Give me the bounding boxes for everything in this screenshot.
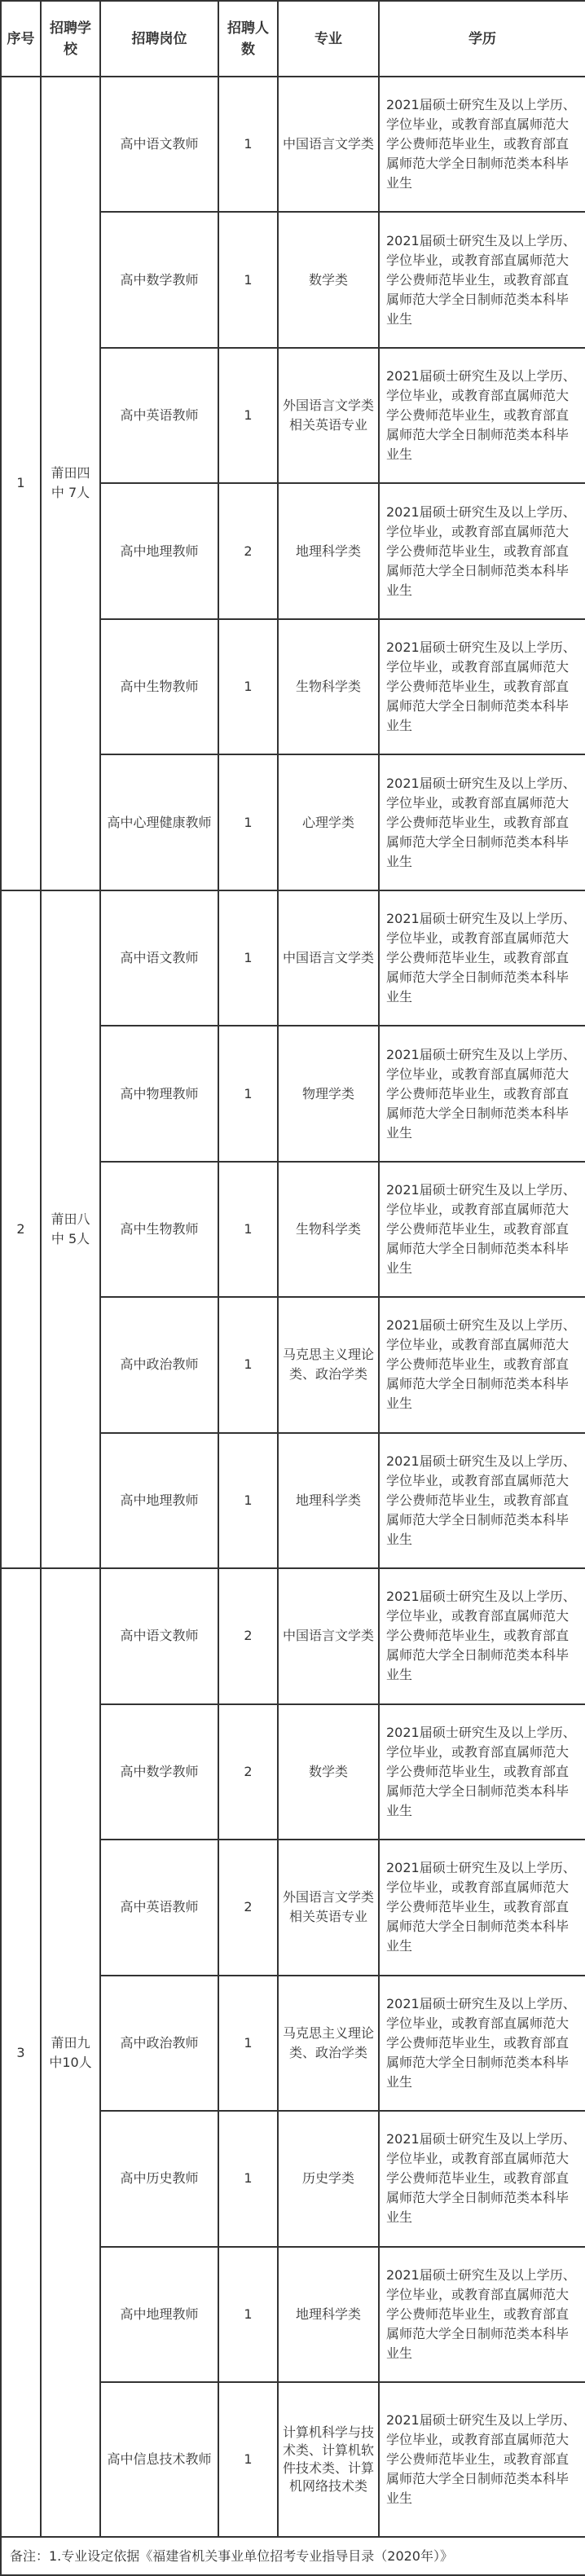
major-cell: 地理科学类	[278, 1433, 379, 1568]
position-cell: 高中生物教师	[100, 1162, 218, 1297]
note: 备注：1.专业设定依据《福建省机关事业单位招考专业指导目录（2020年）》	[1, 2537, 585, 2575]
header-major: 专业	[278, 1, 379, 77]
education-cell: 2021届硕士研究生及以上学历、学位毕业，或教育部直属师范大学公费师范毕业生，或教育部直属师范大学全日制师范类本科毕业生	[379, 348, 585, 483]
position-cell: 高中地理教师	[100, 2247, 218, 2382]
major-cell: 中国语言文学类	[278, 890, 379, 1026]
header-education: 学历	[379, 1, 585, 77]
education-cell: 2021届硕士研究生及以上学历、学位毕业，或教育部直属师范大学公费师范毕业生，或教育部直属师范大学全日制师范类本科毕业生	[379, 1297, 585, 1432]
education-cell: 2021届硕士研究生及以上学历、学位毕业，或教育部直属师范大学公费师范毕业生，或教育部直属师范大学全日制师范类本科毕业生	[379, 1840, 585, 1975]
table-row	[1, 77, 585, 212]
major-cell: 数学类	[278, 212, 379, 347]
education-cell: 2021届硕士研究生及以上学历、学位毕业，或教育部直属师范大学公费师范毕业生，或教育部直属师范大学全日制师范类本科毕业生	[379, 890, 585, 1026]
header-position: 招聘岗位	[100, 1, 218, 77]
education-cell: 2021届硕士研究生及以上学历、学位毕业，或教育部直属师范大学公费师范毕业生，或教育部直属师范大学全日制师范类本科毕业生	[379, 2382, 585, 2537]
group-no: 1	[1, 77, 41, 890]
major-cell: 计算机科学与技术类、计算机软件技术类、计算机网络技术类	[278, 2382, 379, 2537]
header-row	[1, 1, 585, 77]
education-cell: 2021届硕士研究生及以上学历、学位毕业，或教育部直属师范大学公费师范毕业生，或教育部直属师范大学全日制师范类本科毕业生	[379, 1433, 585, 1568]
count-cell: 1	[218, 2382, 278, 2537]
education-cell: 2021届硕士研究生及以上学历、学位毕业，或教育部直属师范大学公费师范毕业生，或教育部直属师范大学全日制师范类本科毕业生	[379, 2247, 585, 2382]
count-cell: 1	[218, 890, 278, 1026]
count-cell: 1	[218, 1162, 278, 1297]
major-cell: 外国语言文学类相关英语专业	[278, 1840, 379, 1975]
major-cell: 物理学类	[278, 1026, 379, 1161]
table-row	[1, 890, 585, 1026]
major-cell: 地理科学类	[278, 2247, 379, 2382]
major-cell: 中国语言文学类	[278, 1568, 379, 1703]
major-cell: 地理科学类	[278, 483, 379, 618]
education-cell: 2021届硕士研究生及以上学历、学位毕业，或教育部直属师范大学公费师范毕业生，或教育部直属师范大学全日制师范类本科毕业生	[379, 1026, 585, 1161]
major-cell: 马克思主义理论类、政治学类	[278, 1297, 379, 1432]
count-cell: 1	[218, 2111, 278, 2246]
count-cell: 1	[218, 77, 278, 212]
position-cell: 高中政治教师	[100, 1297, 218, 1432]
position-cell: 高中历史教师	[100, 2111, 218, 2246]
count-cell: 1	[218, 1433, 278, 1568]
position-cell: 高中语文教师	[100, 1568, 218, 1703]
header-count: 招聘人数	[218, 1, 278, 77]
education-cell: 2021届硕士研究生及以上学历、学位毕业，或教育部直属师范大学公费师范毕业生，或教育部直属师范大学全日制师范类本科毕业生	[379, 212, 585, 347]
count-cell: 1	[218, 754, 278, 890]
education-cell: 2021届硕士研究生及以上学历、学位毕业，或教育部直属师范大学公费师范毕业生，或教育部直属师范大学全日制师范类本科毕业生	[379, 2111, 585, 2246]
header-no: 序号	[1, 1, 41, 77]
count-cell: 1	[218, 212, 278, 347]
school-name: 莆田八中 5人	[41, 890, 100, 1568]
position-cell: 高中物理教师	[100, 1026, 218, 1161]
count-cell: 1	[218, 2247, 278, 2382]
position-cell: 高中生物教师	[100, 619, 218, 754]
major-cell: 数学类	[278, 1704, 379, 1840]
count-cell: 2	[218, 1568, 278, 1703]
count-cell: 1	[218, 1297, 278, 1432]
education-cell: 2021届硕士研究生及以上学历、学位毕业，或教育部直属师范大学公费师范毕业生，或教育部直属师范大学全日制师范类本科毕业生	[379, 483, 585, 618]
count-cell: 1	[218, 1976, 278, 2111]
major-cell: 外国语言文学类相关英语专业	[278, 348, 379, 483]
major-cell: 中国语言文学类	[278, 77, 379, 212]
note-row	[1, 2537, 585, 2575]
count-cell: 2	[218, 1704, 278, 1840]
position-cell: 高中心理健康教师	[100, 754, 218, 890]
position-cell: 高中数学教师	[100, 212, 218, 347]
position-cell: 高中语文教师	[100, 77, 218, 212]
position-cell: 高中英语教师	[100, 1840, 218, 1975]
group-no: 2	[1, 890, 41, 1568]
major-cell: 马克思主义理论类、政治学类	[278, 1976, 379, 2111]
school-name: 莆田四中 7人	[41, 77, 100, 890]
count-cell: 2	[218, 1840, 278, 1975]
header-school: 招聘学校	[41, 1, 100, 77]
position-cell: 高中地理教师	[100, 1433, 218, 1568]
education-cell: 2021届硕士研究生及以上学历、学位毕业，或教育部直属师范大学公费师范毕业生，或教育部直属师范大学全日制师范类本科毕业生	[379, 619, 585, 754]
count-cell: 1	[218, 619, 278, 754]
position-cell: 高中数学教师	[100, 1704, 218, 1840]
position-cell: 高中信息技术教师	[100, 2382, 218, 2537]
education-cell: 2021届硕士研究生及以上学历、学位毕业，或教育部直属师范大学公费师范毕业生，或教育部直属师范大学全日制师范类本科毕业生	[379, 1976, 585, 2111]
position-cell: 高中语文教师	[100, 890, 218, 1026]
school-name: 莆田九中10人	[41, 1568, 100, 2537]
count-cell: 2	[218, 483, 278, 618]
count-cell: 1	[218, 348, 278, 483]
education-cell: 2021届硕士研究生及以上学历、学位毕业，或教育部直属师范大学公费师范毕业生，或教育部直属师范大学全日制师范类本科毕业生	[379, 1162, 585, 1297]
education-cell: 2021届硕士研究生及以上学历、学位毕业，或教育部直属师范大学公费师范毕业生，或教育部直属师范大学全日制师范类本科毕业生	[379, 77, 585, 212]
education-cell: 2021届硕士研究生及以上学历、学位毕业，或教育部直属师范大学公费师范毕业生，或教育部直属师范大学全日制师范类本科毕业生	[379, 754, 585, 890]
major-cell: 生物科学类	[278, 1162, 379, 1297]
table-row	[1, 1568, 585, 1703]
count-cell: 1	[218, 1026, 278, 1161]
major-cell: 生物科学类	[278, 619, 379, 754]
major-cell: 心理学类	[278, 754, 379, 890]
position-cell: 高中政治教师	[100, 1976, 218, 2111]
education-cell: 2021届硕士研究生及以上学历、学位毕业，或教育部直属师范大学公费师范毕业生，或教育部直属师范大学全日制师范类本科毕业生	[379, 1568, 585, 1703]
education-cell: 2021届硕士研究生及以上学历、学位毕业，或教育部直属师范大学公费师范毕业生，或教育部直属师范大学全日制师范类本科毕业生	[379, 1704, 585, 1840]
major-cell: 历史学类	[278, 2111, 379, 2246]
group-no: 3	[1, 1568, 41, 2537]
position-cell: 高中地理教师	[100, 483, 218, 618]
position-cell: 高中英语教师	[100, 348, 218, 483]
